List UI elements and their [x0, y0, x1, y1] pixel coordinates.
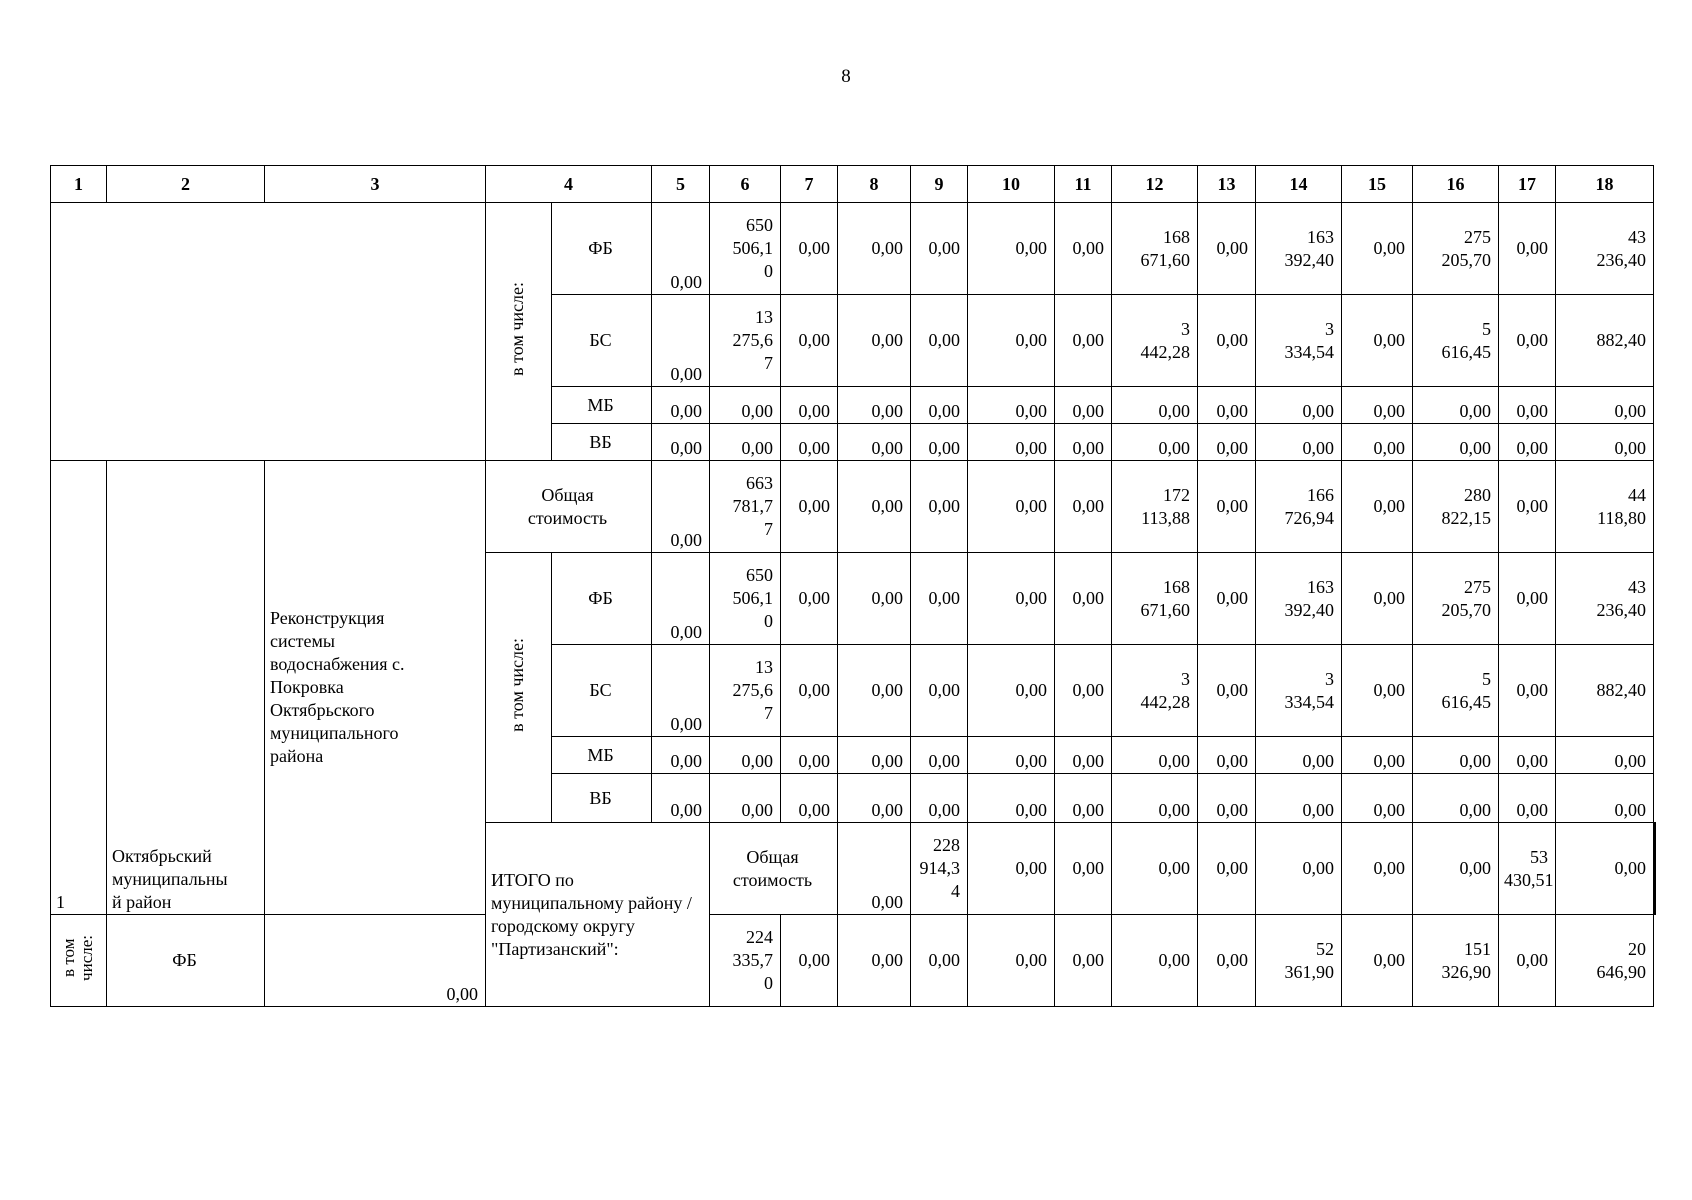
value-cell: 0,00: [1342, 461, 1413, 553]
value-cell: 0,00: [652, 645, 710, 737]
value-cell: 0,00: [1112, 737, 1198, 774]
value-cell: 0,00: [1413, 823, 1499, 915]
header-cell: 4: [486, 166, 652, 203]
value-cell: 882,40: [1556, 295, 1654, 387]
value-cell: 0,00: [710, 387, 781, 424]
value-cell: 0,00: [911, 645, 968, 737]
value-cell: 0,00: [652, 461, 710, 553]
header-cell: 12: [1112, 166, 1198, 203]
value-cell: 0,00: [781, 553, 838, 645]
project-district: Октябрьский муниципальны й район: [107, 461, 265, 915]
value-cell: 0,00: [1342, 295, 1413, 387]
table-row: [51, 203, 1656, 295]
value-cell: 43 236,40: [1556, 553, 1654, 645]
value-cell: 0,00: [1556, 823, 1654, 915]
header-cell: 15: [1342, 166, 1413, 203]
value-cell: 0,00: [1342, 424, 1413, 461]
value-cell: 0,00: [1055, 203, 1112, 295]
value-cell: 275 205,70: [1413, 553, 1499, 645]
value-cell: 0,00: [1342, 553, 1413, 645]
value-cell: 0,00: [1556, 424, 1654, 461]
value-cell: 0,00: [838, 203, 911, 295]
value-cell: 0,00: [968, 823, 1055, 915]
value-cell: 0,00: [652, 774, 710, 823]
value-cell: 0,00: [968, 645, 1055, 737]
value-cell: 168 671,60: [1112, 203, 1198, 295]
value-cell: 0,00: [1055, 424, 1112, 461]
value-cell: 0,00: [781, 774, 838, 823]
value-cell: 53 430,51: [1499, 823, 1556, 915]
value-cell: 0,00: [1112, 823, 1198, 915]
value-cell: 0,00: [1055, 461, 1112, 553]
value-cell: 0,00: [838, 295, 911, 387]
value-cell: 0,00: [968, 553, 1055, 645]
value-cell: 0,00: [838, 461, 911, 553]
value-cell: 0,00: [1055, 553, 1112, 645]
header-row: [51, 166, 1656, 203]
value-cell: 0,00: [1256, 424, 1342, 461]
value-cell: 0,00: [710, 774, 781, 823]
value-cell: 166 726,94: [1256, 461, 1342, 553]
value-cell: 0,00: [1342, 737, 1413, 774]
value-cell: 0,00: [1055, 774, 1112, 823]
header-cell: 13: [1198, 166, 1256, 203]
fund-label-bs: БС: [552, 645, 652, 737]
value-cell: 0,00: [1256, 737, 1342, 774]
value-cell: 0,00: [1413, 387, 1499, 424]
value-cell: 0,00: [968, 295, 1055, 387]
value-cell: 0,00: [911, 387, 968, 424]
in-that-number-label: в том числе:: [486, 203, 552, 461]
value-cell: 0,00: [1112, 387, 1198, 424]
value-cell: 0,00: [1413, 774, 1499, 823]
value-cell: 0,00: [968, 737, 1055, 774]
in-that-number-label: в том числе:: [486, 553, 552, 823]
value-cell: 0,00: [1499, 387, 1556, 424]
value-cell: 0,00: [1198, 203, 1256, 295]
value-cell: 3 442,28: [1112, 295, 1198, 387]
value-cell: 0,00: [911, 915, 968, 1007]
value-cell: 0,00: [1342, 774, 1413, 823]
value-cell: 13 275,6 7: [710, 645, 781, 737]
project-number: 1: [51, 461, 107, 915]
value-cell: 0,00: [1413, 737, 1499, 774]
value-cell: 0,00: [838, 774, 911, 823]
value-cell: 0,00: [710, 737, 781, 774]
value-cell: 0,00: [1112, 915, 1198, 1007]
value-cell: 0,00: [1198, 774, 1256, 823]
value-cell: 0,00: [1198, 461, 1256, 553]
value-cell: 650 506,1 0: [710, 553, 781, 645]
header-cell: 2: [107, 166, 265, 203]
header-cell: 17: [1499, 166, 1556, 203]
table-row: [51, 915, 1656, 1007]
project-object: Реконструкция системы водоснабжения с. Покровка Октябрьского муниципального района: [265, 461, 486, 915]
value-cell: 882,40: [1556, 645, 1654, 737]
value-cell: 151 326,90: [1413, 915, 1499, 1007]
value-cell: 275 205,70: [1413, 203, 1499, 295]
value-cell: 280 822,15: [1413, 461, 1499, 553]
value-cell: 0,00: [838, 645, 911, 737]
fund-label-vb: ВБ: [552, 774, 652, 823]
value-cell: 0,00: [1499, 645, 1556, 737]
value-cell: 0,00: [1342, 387, 1413, 424]
value-cell: 43 236,40: [1556, 203, 1654, 295]
value-cell: 0,00: [1198, 737, 1256, 774]
value-cell: 0,00: [781, 387, 838, 424]
header-cell: 11: [1055, 166, 1112, 203]
value-cell: 228 914,3 4: [911, 823, 968, 915]
value-cell: 0,00: [781, 737, 838, 774]
value-cell: 172 113,88: [1112, 461, 1198, 553]
value-cell: 0,00: [1499, 461, 1556, 553]
value-cell: 0,00: [838, 737, 911, 774]
value-cell: 0,00: [1342, 823, 1413, 915]
value-cell: 0,00: [652, 203, 710, 295]
value-cell: 0,00: [968, 461, 1055, 553]
header-cell: 3: [265, 166, 486, 203]
value-cell: 0,00: [652, 737, 710, 774]
in-that-number-label: в том числе:: [51, 915, 107, 1007]
value-cell: 13 275,6 7: [710, 295, 781, 387]
value-cell: 0,00: [1499, 915, 1556, 1007]
header-cell: 7: [781, 166, 838, 203]
value-cell: 163 392,40: [1256, 553, 1342, 645]
value-cell: 0,00: [1256, 774, 1342, 823]
value-cell: 0,00: [652, 387, 710, 424]
value-cell: 0,00: [1499, 553, 1556, 645]
fund-label-fb: ФБ: [552, 203, 652, 295]
fund-label-mb: МБ: [552, 737, 652, 774]
value-cell: 5 616,45: [1413, 645, 1499, 737]
value-cell: 0,00: [652, 295, 710, 387]
value-cell: 0,00: [1198, 645, 1256, 737]
value-cell: 0,00: [1342, 645, 1413, 737]
value-cell: 20 646,90: [1556, 915, 1654, 1007]
value-cell: 0,00: [781, 915, 838, 1007]
value-cell: 0,00: [1198, 823, 1256, 915]
value-cell: 168 671,60: [1112, 553, 1198, 645]
total-cost-label: Общая стоимость: [486, 461, 652, 553]
total-label: ИТОГО по муниципальному району / городскому округу "Партизанский":: [486, 823, 710, 1007]
header-cell: 16: [1413, 166, 1499, 203]
header-cell: 18: [1556, 166, 1654, 203]
value-cell: 0,00: [1556, 737, 1654, 774]
value-cell: 0,00: [1198, 295, 1256, 387]
value-cell: 0,00: [1198, 553, 1256, 645]
value-cell: 0,00: [781, 295, 838, 387]
value-cell: 0,00: [1499, 203, 1556, 295]
value-cell: 0,00: [265, 915, 486, 1007]
value-cell: 0,00: [1499, 774, 1556, 823]
value-cell: 224 335,7 0: [710, 915, 781, 1007]
value-cell: 0,00: [1499, 295, 1556, 387]
fund-label-fb: ФБ: [552, 553, 652, 645]
value-cell: 0,00: [1112, 424, 1198, 461]
value-cell: 0,00: [1055, 823, 1112, 915]
value-cell: 0,00: [911, 774, 968, 823]
value-cell: 0,00: [1556, 387, 1654, 424]
header-cell: 5: [652, 166, 710, 203]
value-cell: 0,00: [1055, 915, 1112, 1007]
value-cell: 0,00: [1198, 424, 1256, 461]
value-cell: 0,00: [652, 424, 710, 461]
value-cell: 0,00: [710, 424, 781, 461]
header-cell: 8: [838, 166, 911, 203]
value-cell: 0,00: [838, 424, 911, 461]
value-cell: 0,00: [1198, 387, 1256, 424]
value-cell: 0,00: [1055, 295, 1112, 387]
value-cell: 0,00: [1413, 424, 1499, 461]
value-cell: 0,00: [838, 823, 911, 915]
value-cell: 0,00: [968, 915, 1055, 1007]
value-cell: 0,00: [911, 553, 968, 645]
value-cell: 0,00: [1055, 645, 1112, 737]
empty-merged-cell: [51, 203, 486, 461]
header-cell: 14: [1256, 166, 1342, 203]
fund-label-mb: МБ: [552, 387, 652, 424]
value-cell: 3 442,28: [1112, 645, 1198, 737]
value-cell: 0,00: [781, 461, 838, 553]
value-cell: 0,00: [1256, 387, 1342, 424]
value-cell: 0,00: [838, 387, 911, 424]
value-cell: 0,00: [1198, 915, 1256, 1007]
value-cell: 44 118,80: [1556, 461, 1654, 553]
value-cell: 0,00: [1112, 774, 1198, 823]
value-cell: 0,00: [968, 203, 1055, 295]
value-cell: 0,00: [781, 424, 838, 461]
value-cell: 0,00: [1499, 737, 1556, 774]
value-cell: 663 781,7 7: [710, 461, 781, 553]
value-cell: 5 616,45: [1413, 295, 1499, 387]
header-cell: 1: [51, 166, 107, 203]
value-cell: 0,00: [1499, 424, 1556, 461]
value-cell: 0,00: [968, 774, 1055, 823]
value-cell: 0,00: [838, 915, 911, 1007]
value-cell: 0,00: [781, 645, 838, 737]
value-cell: 0,00: [652, 553, 710, 645]
value-cell: 0,00: [968, 387, 1055, 424]
value-cell: 0,00: [911, 295, 968, 387]
value-cell: 0,00: [1256, 823, 1342, 915]
value-cell: 0,00: [1055, 737, 1112, 774]
header-cell: 9: [911, 166, 968, 203]
page-number: 8: [841, 66, 851, 87]
header-cell: 6: [710, 166, 781, 203]
table-row: [51, 461, 1656, 553]
budget-table: [50, 165, 1656, 1007]
value-cell: 3 334,54: [1256, 645, 1342, 737]
value-cell: 52 361,90: [1256, 915, 1342, 1007]
value-cell: 0,00: [911, 461, 968, 553]
value-cell: 0,00: [1342, 915, 1413, 1007]
fund-label-bs: БС: [552, 295, 652, 387]
value-cell: 0,00: [968, 424, 1055, 461]
value-cell: 650 506,1 0: [710, 203, 781, 295]
fund-label-fb: ФБ: [107, 915, 265, 1007]
value-cell: 3 334,54: [1256, 295, 1342, 387]
value-cell: [1655, 823, 1656, 915]
fund-label-vb: ВБ: [552, 424, 652, 461]
header-cell: 10: [968, 166, 1055, 203]
value-cell: 0,00: [911, 737, 968, 774]
value-cell: 0,00: [1556, 774, 1654, 823]
value-cell: 0,00: [1055, 387, 1112, 424]
value-cell: 0,00: [911, 203, 968, 295]
total-cost-label: Общая стоимость: [710, 823, 838, 915]
value-cell: 163 392,40: [1256, 203, 1342, 295]
value-cell: 0,00: [911, 424, 968, 461]
value-cell: 0,00: [838, 553, 911, 645]
value-cell: 0,00: [781, 203, 838, 295]
value-cell: 0,00: [1342, 203, 1413, 295]
